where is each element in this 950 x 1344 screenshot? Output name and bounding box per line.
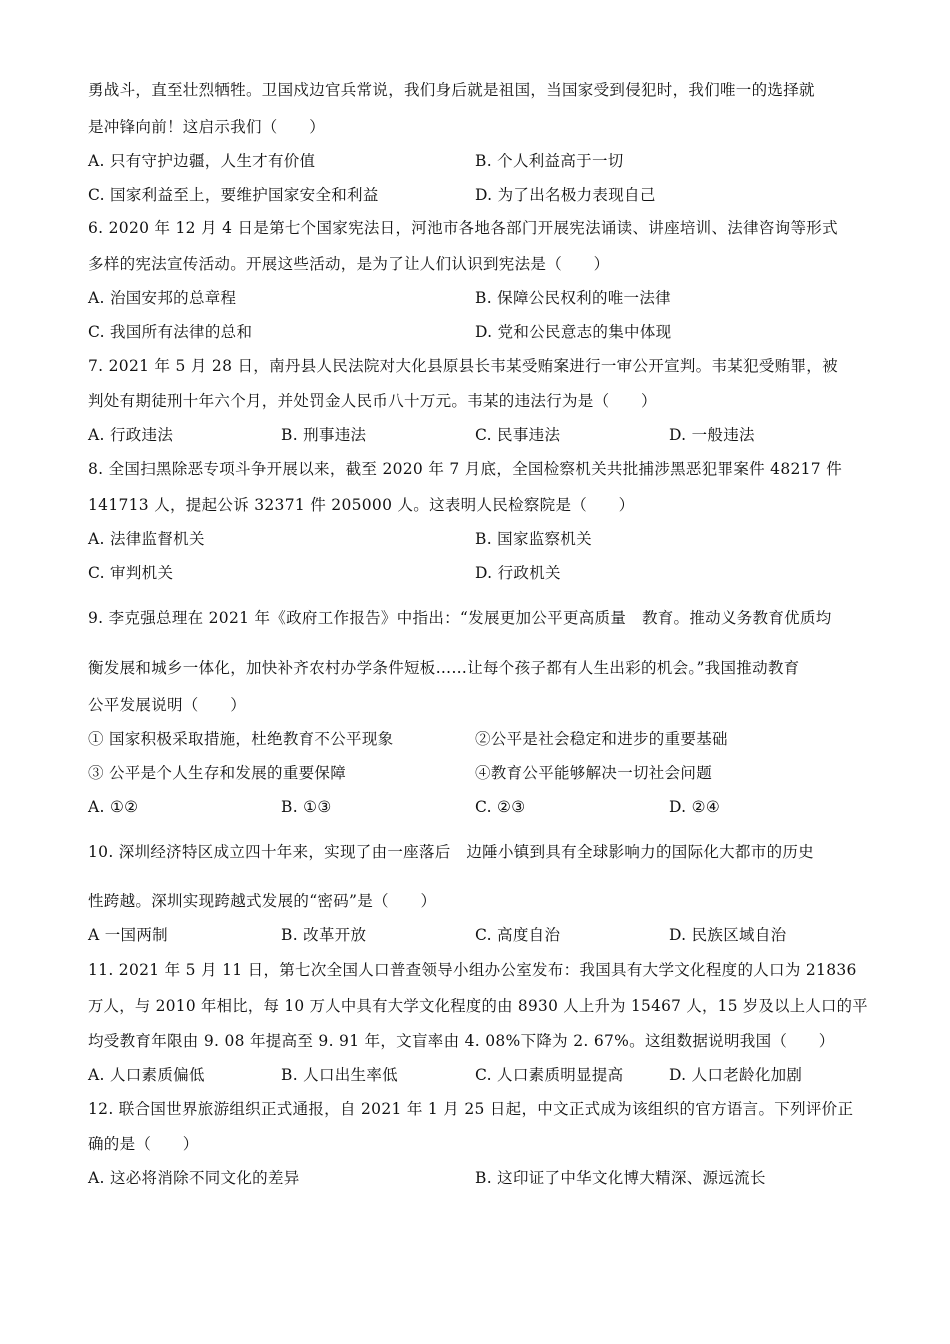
- question-11-option-c[interactable]: C. 人口素质明显提高: [475, 1066, 624, 1084]
- question-12-option-a[interactable]: A. 这必将消除不同文化的差异: [88, 1169, 300, 1187]
- question-8-option-c[interactable]: C. 审判机关: [88, 564, 174, 582]
- question-9-statement-3: ③ 公平是个人生存和发展的重要保障: [88, 764, 347, 782]
- question-7-text-line-1: 7. 2021 年 5 月 28 日，南丹县人民法院对大化县原县长韦某受贿案进行一审公开宣判。韦某犯受贿罪，被: [88, 357, 838, 375]
- question-9-text-line-1: 9. 李克强总理在 2021 年《政府工作报告》中指出：“发展更加公平更高质量 教育。推动义务教育优质均: [88, 609, 832, 627]
- question-6-text-line-2: 多样的宪法宣传活动。开展这些活动，是为了让人们认识到宪法是（ ）: [88, 255, 610, 273]
- question-10-option-d[interactable]: D. 民族区域自治: [669, 926, 787, 944]
- question-9-statement-2: ②公平是社会稳定和进步的重要基础: [475, 730, 728, 748]
- question-7-text-line-2: 判处有期徒刑十年六个月，并处罚金人民币八十万元。韦某的违法行为是（ ）: [88, 392, 657, 410]
- question-10-option-b[interactable]: B. 改革开放: [281, 926, 367, 944]
- question-8-option-b[interactable]: B. 国家监察机关: [475, 530, 592, 548]
- question-9-option-a[interactable]: A. ①②: [88, 798, 139, 816]
- question-10-option-a[interactable]: A 一国两制: [88, 926, 168, 944]
- question-5-text-line-2: 是冲锋向前！这启示我们（ ）: [88, 118, 326, 136]
- question-9-option-b[interactable]: B. ①③: [281, 798, 332, 816]
- question-11-option-a[interactable]: A. 人口素质偏低: [88, 1066, 205, 1084]
- question-6-option-d[interactable]: D. 党和公民意志的集中体现: [475, 323, 672, 341]
- question-6-option-c[interactable]: C. 我国所有法律的总和: [88, 323, 253, 341]
- question-12-text-line-2: 确的是（ ）: [88, 1135, 199, 1153]
- question-9-statement-1: ① 国家积极采取措施，杜绝教育不公平现象: [88, 730, 394, 748]
- question-6-text-line-1: 6. 2020 年 12 月 4 日是第七个国家宪法日，河池市各地各部门开展宪法诵读、讲座培训、法律咨询等形式: [88, 219, 838, 237]
- question-6-option-a[interactable]: A. 治国安邦的总章程: [88, 289, 237, 307]
- question-8-text-line-2: 141713 人，提起公诉 32371 件 205000 人。这表明人民检察院是（ ）: [88, 496, 635, 514]
- question-6-option-b[interactable]: B. 保障公民权利的唯一法律: [475, 289, 671, 307]
- question-5-text-line-1: 勇战斗，直至壮烈牺牲。卫国戍边官兵常说，我们身后就是祖国，当国家受到侵犯时，我们唯一的选择就: [88, 81, 815, 99]
- question-11-option-b[interactable]: B. 人口出生率低: [281, 1066, 398, 1084]
- question-5-option-b[interactable]: B. 个人利益高于一切: [475, 152, 624, 170]
- question-11-text-line-2: 万人，与 2010 年相比，每 10 万人中具有大学文化程度的由 8930 人上升为 15467 人，15 岁及以上人口的平: [88, 997, 868, 1015]
- question-11-option-d[interactable]: D. 人口老龄化加剧: [669, 1066, 803, 1084]
- question-7-option-d[interactable]: D. 一般违法: [669, 426, 755, 444]
- question-9-option-c[interactable]: C. ②③: [475, 798, 526, 816]
- question-7-option-c[interactable]: C. 民事违法: [475, 426, 561, 444]
- question-8-option-a[interactable]: A. 法律监督机关: [88, 530, 205, 548]
- question-5-option-a[interactable]: A. 只有守护边疆，人生才有价值: [88, 152, 316, 170]
- question-12-option-b[interactable]: B. 这印证了中华文化博大精深、源远流长: [475, 1169, 766, 1187]
- question-12-text-line-1: 12. 联合国世界旅游组织正式通报，自 2021 年 1 月 25 日起，中文正式成为该组织的官方语言。下列评价正: [88, 1100, 854, 1118]
- question-7-option-b[interactable]: B. 刑事违法: [281, 426, 367, 444]
- question-9-text-line-3: 公平发展说明（ ）: [88, 696, 247, 714]
- question-10-option-c[interactable]: C. 高度自治: [475, 926, 561, 944]
- question-11-text-line-1: 11. 2021 年 5 月 11 日，第七次全国人口普查领导小组办公室发布：我国具有大学文化程度的人口为 21836: [88, 961, 857, 979]
- question-9-text-line-2: 衡发展和城乡一体化，加快补齐农村办学条件短板……让每个孩子都有人生出彩的机会。”我国推动教育: [88, 659, 800, 677]
- question-5-option-c[interactable]: C. 国家利益至上，要维护国家安全和利益: [88, 186, 379, 204]
- question-11-text-line-3: 均受教育年限由 9. 08 年提高至 9. 91 年，文盲率由 4. 08%下降为 2. 67%。这组数据说明我国（ ）: [88, 1032, 835, 1050]
- question-9-option-d[interactable]: D. ②④: [669, 798, 721, 816]
- question-7-option-a[interactable]: A. 行政违法: [88, 426, 174, 444]
- question-8-option-d[interactable]: D. 行政机关: [475, 564, 561, 582]
- question-10-text-line-2: 性跨越。深圳实现跨越式发展的“密码”是（ ）: [88, 892, 437, 910]
- question-8-text-line-1: 8. 全国扫黑除恶专项斗争开展以来，截至 2020 年 7 月底，全国检察机关共批捕涉黑恶犯罪案件 48217 件: [88, 460, 842, 478]
- question-9-statement-4: ④教育公平能够解决一切社会问题: [475, 764, 713, 782]
- question-5-option-d[interactable]: D. 为了出名极力表现自己: [475, 186, 656, 204]
- question-10-text-line-1: 10. 深圳经济特区成立四十年来，实现了由一座落后 边陲小镇到具有全球影响力的国际化大都市的历史: [88, 843, 814, 861]
